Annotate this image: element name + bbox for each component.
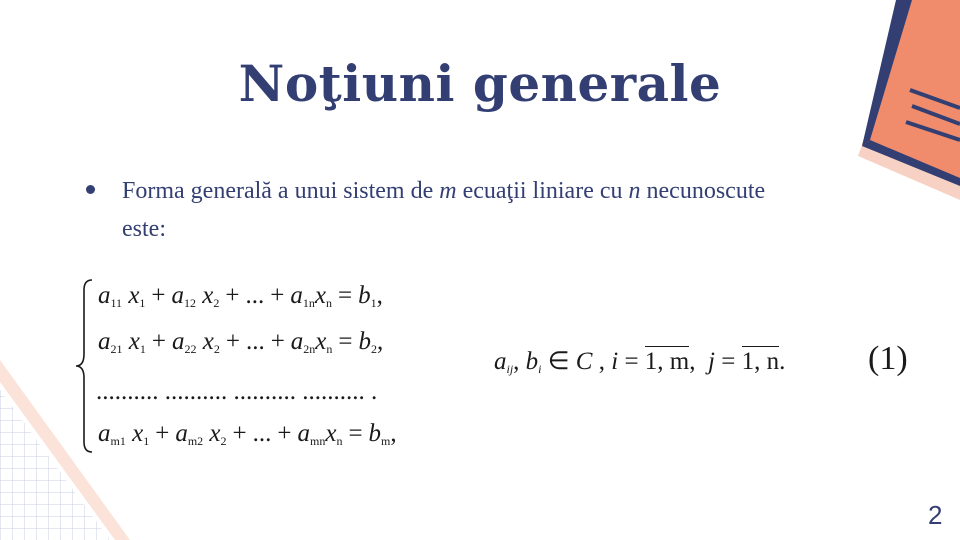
equation-row: $a_{21}$ $x_1 + a_{22}$ $x_2$ + ... + $a_{2n}x_n = b_2$, <box>98 328 384 356</box>
var-sub: 2 <box>220 434 227 448</box>
punct: . <box>779 348 786 375</box>
rhs-sub: m <box>381 434 391 448</box>
variable-n: n <box>628 178 641 204</box>
coef: a <box>98 282 111 309</box>
bullet-text-part: Forma generală a unui sistem de <box>122 178 440 204</box>
var: x <box>314 282 326 309</box>
coef-sub: m1 <box>110 434 126 448</box>
rhs: b <box>358 328 372 355</box>
var-sub: 1 <box>143 434 150 448</box>
coefficient-condition: $a_{ij}$, $b_i$ ∈ C , i = 1, m, j = 1, n. <box>494 348 786 376</box>
var-sub: 1 <box>139 296 146 310</box>
coef: a <box>171 328 185 355</box>
range-j: 1, n <box>741 348 780 375</box>
coef-sub: 22 <box>184 342 197 356</box>
bullet-dot <box>86 185 95 194</box>
equation-row: $a_{m1}$ $x_1 + a_{m2}$ $x_2$ + ... + $a_{mn}x_n = b_m$, <box>98 420 397 448</box>
ellipsis: ... <box>252 420 272 447</box>
cond-b-sub: i <box>538 362 542 376</box>
equals: = <box>721 348 736 375</box>
var-sub: 1 <box>139 342 146 356</box>
equation-row: $a_{11}$ $x_1 + a_{12}$ $x_2$ + ... + $a_{1n}x_n = b_1$, <box>98 282 383 310</box>
complex-set: C <box>575 348 593 375</box>
var-sub: 2 <box>213 296 220 310</box>
coef-sub: mn <box>309 434 326 448</box>
punct: , <box>376 282 383 309</box>
coef: a <box>175 420 188 447</box>
var-sub: n <box>325 296 332 310</box>
var-sub: n <box>326 342 333 356</box>
equals: = <box>624 348 639 375</box>
range-i: 1, m <box>644 348 690 375</box>
cond-a-sub: ij <box>506 362 514 376</box>
index-i: i <box>611 348 619 375</box>
punct: , <box>390 420 397 447</box>
punct: , <box>377 328 384 355</box>
rhs: b <box>368 420 382 447</box>
page-title: Noţiuni generale <box>238 54 722 113</box>
var: x <box>202 282 214 309</box>
rhs: b <box>358 282 371 309</box>
rhs-sub: 2 <box>371 342 378 356</box>
coef: a <box>290 282 303 309</box>
rhs-sub: 1 <box>370 296 377 310</box>
variable-m: m <box>439 178 457 204</box>
bullet-text <box>122 172 802 248</box>
coef: a <box>171 282 185 309</box>
coef-sub: 12 <box>184 296 197 310</box>
coef: a <box>297 420 310 447</box>
var: x <box>128 328 140 355</box>
coef-sub: 1n <box>302 296 315 310</box>
var: x <box>128 282 140 309</box>
cond-a: a <box>494 348 507 375</box>
coef-sub: 11 <box>110 296 123 310</box>
ellipsis: ... <box>245 328 265 355</box>
coef-sub: m2 <box>187 434 204 448</box>
var: x <box>315 328 327 355</box>
coef-sub: 21 <box>110 342 123 356</box>
var-sub: n <box>336 434 343 448</box>
var: x <box>132 420 144 447</box>
coef: a <box>98 328 111 355</box>
system-brace <box>72 276 98 456</box>
var: x <box>209 420 221 447</box>
bullet-text-part: ecuaţii liniare cu <box>456 178 629 204</box>
cond-b: b <box>525 348 539 375</box>
var-sub: 2 <box>213 342 220 356</box>
page-number: 2 <box>928 500 943 530</box>
element-of-symbol: ∈ <box>547 348 570 375</box>
ellipsis: ... <box>245 282 265 309</box>
var: x <box>202 328 214 355</box>
coef: a <box>98 420 111 447</box>
index-j: j <box>708 348 715 375</box>
equation-dotted-row: .......... .......... .......... .......... . <box>96 378 378 405</box>
equation-number: (1) <box>868 340 908 377</box>
var: x <box>325 420 337 447</box>
coef: a <box>290 328 304 355</box>
bullet-text-part: necunoscute este: <box>122 178 766 242</box>
coef-sub: 2n <box>303 342 316 356</box>
